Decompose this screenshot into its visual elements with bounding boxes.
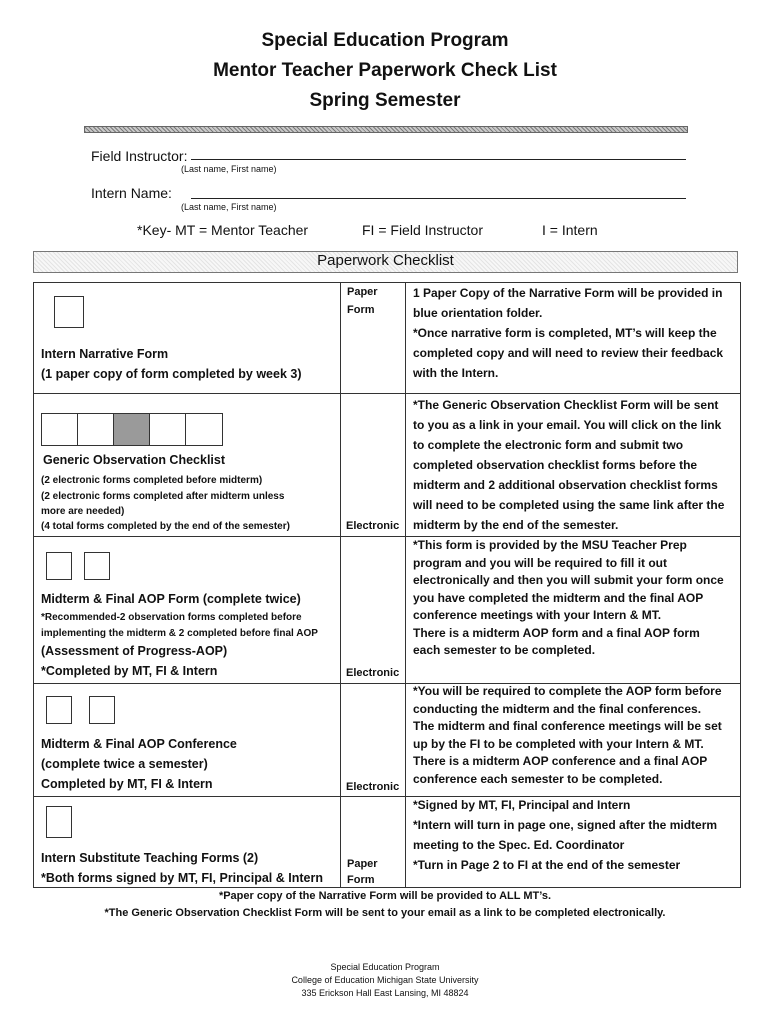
row5-desc-line: *Signed by MT, FI, Principal and Intern [413, 798, 631, 812]
row2-note: (2 electronic forms completed after midterm unless [41, 491, 285, 502]
row2-description [413, 395, 738, 535]
row4-line3: Completed by MT, FI & Intern [41, 777, 213, 791]
footer-program: Special Education Program [330, 962, 440, 972]
row4-desc-line: conducting the midterm and the final conferences. [413, 701, 702, 716]
row5-line2: *Both forms signed by MT, FI, Principal & Intern [41, 871, 323, 885]
observation-checkbox-5[interactable] [185, 413, 223, 446]
row4-desc-line: up by the FI to be completed with your Intern & MT. [413, 736, 704, 751]
row1-desc-line: completed copy and will need to review their feedback [413, 346, 724, 360]
row2-desc-line: to you as a link in your email. You will click on the link [413, 418, 722, 432]
row2-format: Electronic [346, 520, 400, 532]
row4-line2: (complete twice a semester) [41, 757, 208, 771]
row3-desc-line: conference meetings with your Intern & MT. [413, 608, 662, 622]
row1-subtitle: (1 paper copy of form completed by week 3) [41, 367, 302, 381]
row5-format-2: Form [347, 874, 375, 886]
column-divider-1 [340, 282, 341, 888]
row2-note: more are needed) [41, 506, 125, 517]
row3-note: *Recommended-2 observation forms completed before [41, 612, 302, 623]
aop-conference-checkbox-1[interactable] [46, 696, 72, 724]
row2-desc-line: midterm and 2 additional observation checklist forms [413, 478, 718, 492]
column-divider-2 [405, 282, 406, 888]
row4-desc-line: The midterm and final conference meetings will be set [413, 719, 722, 733]
footnote-observation: *The Generic Observation Checklist Form will be sent to your email as a link to be completed electronically. [104, 907, 666, 919]
observation-checkbox-4[interactable] [149, 413, 186, 446]
title-program: Special Education Program [261, 30, 509, 51]
row1-format-1: Paper [347, 286, 378, 298]
footnote-narrative: *Paper copy of the Narrative Form will be provided to ALL MT’s. [218, 890, 552, 902]
row3-description [413, 537, 738, 660]
field-instructor-input[interactable] [191, 159, 686, 160]
row5-format-1: Paper [347, 858, 378, 870]
row-divider-1 [33, 393, 741, 394]
row4-description [413, 683, 738, 788]
aop-conference-checkbox-2[interactable] [89, 696, 115, 724]
row3-note: implementing the midterm & 2 completed before final AOP [41, 628, 318, 639]
narrative-checkbox[interactable] [54, 296, 84, 328]
row2-desc-line: midterm by the end of the semester. [413, 518, 619, 532]
row3-desc-line: *This form is provided by the MSU Teacher Prep [413, 538, 687, 552]
intern-name-hint: (Last name, First name) [181, 202, 277, 212]
header-divider [84, 126, 688, 133]
row2-desc-line: to complete the electronic form and submit two [413, 438, 684, 452]
row5-description [413, 795, 738, 875]
title-checklist: Mentor Teacher Paperwork Check List [213, 60, 557, 81]
row3-title: Midterm & Final AOP Form (complete twice) [41, 592, 301, 606]
aop-form-checkbox-2[interactable] [84, 552, 110, 580]
aop-form-checkbox-1[interactable] [46, 552, 72, 580]
row3-format: Electronic [346, 667, 400, 679]
key-intern: I = Intern [542, 222, 598, 238]
section-title: Paperwork Checklist [317, 252, 454, 269]
row1-title: Intern Narrative Form [41, 347, 169, 361]
row5-title: Intern Substitute Teaching Forms (2) [41, 851, 259, 865]
observation-checkbox-group [41, 413, 223, 446]
row5-desc-line: *Intern will turn in page one, signed after the midterm [413, 818, 718, 832]
row5-desc-line: *Turn in Page 2 to FI at the end of the semester [413, 858, 681, 872]
row1-desc-line: with the Intern. [413, 366, 499, 380]
row4-format: Electronic [346, 781, 400, 793]
row2-note: (2 electronic forms completed before midterm) [41, 475, 263, 486]
observation-checkbox-1[interactable] [41, 413, 78, 446]
substitute-checkbox[interactable] [46, 806, 72, 838]
row3-desc-line: each semester to be completed. [413, 643, 596, 657]
row3-desc-line: electronically and then you will submit your form once [413, 573, 724, 587]
key-field-instructor: FI = Field Instructor [362, 222, 483, 238]
row1-description [413, 283, 738, 383]
observation-checkbox-3[interactable] [113, 413, 150, 446]
field-instructor-label: Field Instructor: [91, 148, 188, 164]
observation-checkbox-2[interactable] [77, 413, 114, 446]
row2-desc-line: *The Generic Observation Checklist Form will be sent [413, 398, 719, 412]
title-semester: Spring Semester [309, 90, 461, 111]
row4-desc-line: conference each semester to be completed. [413, 771, 663, 786]
row2-desc-line: will need to be completed using the same link after the [413, 498, 725, 512]
row2-desc-line: completed observation checklist forms before the [413, 458, 698, 472]
row5-desc-line: meeting to the Spec. Ed. Coordinator [413, 838, 625, 852]
row3-desc-line: program and you will be required to fill it out [413, 555, 668, 570]
key-mentor-teacher: *Key- MT = Mentor Teacher [137, 222, 309, 238]
row4-desc-line: *You will be required to complete the AOP form before [413, 684, 722, 698]
row1-format-2: Form [347, 304, 375, 316]
row1-desc-line: *Once narrative form is completed, MT’s will keep the [413, 326, 717, 340]
footer-address: 335 Erickson Hall East Lansing, MI 48824 [301, 988, 469, 998]
row3-extra: (Assessment of Progress-AOP) [41, 644, 228, 658]
row2-title: Generic Observation Checklist [43, 453, 226, 467]
intern-name-input[interactable] [191, 198, 686, 199]
row3-extra: *Completed by MT, FI & Intern [41, 664, 218, 678]
row1-desc-line: 1 Paper Copy of the Narrative Form will be provided in [413, 286, 723, 300]
row2-note: (4 total forms completed by the end of the semester) [41, 521, 290, 532]
row4-desc-line: There is a midterm AOP conference and a final AOP [413, 754, 708, 768]
footer-college: College of Education Michigan State University [291, 975, 479, 985]
row3-desc-line: you have completed the midterm and the final AOP [413, 590, 704, 605]
row1-desc-line: blue orientation folder. [413, 306, 543, 320]
intern-name-label: Intern Name: [91, 185, 172, 201]
row3-desc-line: There is a midterm AOP form and a final AOP form [413, 625, 700, 640]
row4-title: Midterm & Final AOP Conference [41, 737, 237, 751]
field-instructor-hint: (Last name, First name) [181, 164, 277, 174]
